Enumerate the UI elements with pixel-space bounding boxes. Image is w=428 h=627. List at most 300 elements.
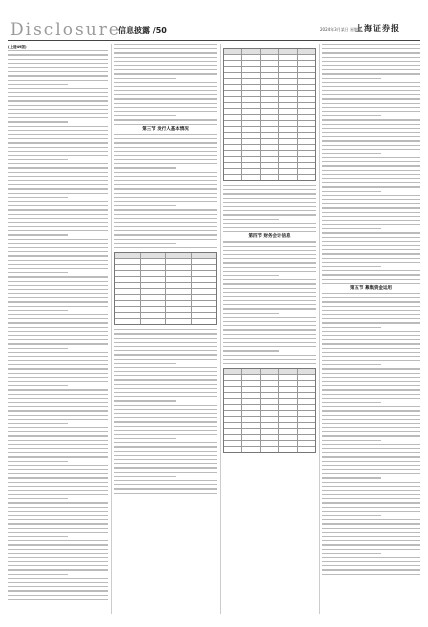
table-cell [279, 163, 297, 168]
table-cell [261, 55, 279, 60]
table-cell [279, 133, 297, 138]
table-cell [224, 115, 242, 120]
text-line [223, 283, 316, 284]
table-cell [242, 411, 260, 416]
table-cell [192, 259, 217, 264]
table-cell [242, 157, 260, 162]
table-cell [298, 381, 315, 386]
text-line [322, 274, 420, 275]
text-line [114, 400, 176, 401]
text-line [114, 159, 217, 160]
column-2-text-mid [114, 134, 217, 248]
text-line [8, 230, 108, 231]
table-cell [224, 169, 242, 174]
text-line [114, 493, 217, 494]
table-cell [261, 73, 279, 78]
text-line [8, 482, 108, 483]
table-cell [279, 97, 297, 102]
column-3-text-top [223, 185, 316, 232]
text-line [322, 262, 420, 263]
table-cell [224, 429, 242, 434]
table-cell [192, 253, 217, 258]
text-line [8, 373, 108, 374]
text-line [322, 406, 420, 407]
text-line [322, 44, 420, 45]
table-cell [279, 157, 297, 162]
text-line [223, 275, 279, 276]
text-line [322, 431, 420, 432]
text-line [322, 212, 420, 213]
text-line [322, 186, 420, 187]
text-line [322, 477, 381, 478]
table-cell [261, 139, 279, 144]
table-cell [298, 139, 315, 144]
text-line [322, 444, 420, 445]
column-1-heading: (上接49版) [8, 45, 27, 49]
table-cell [279, 429, 297, 434]
table-cell [279, 175, 297, 180]
table-cell [261, 127, 279, 132]
table-cell [279, 399, 297, 404]
table-cell [224, 85, 242, 90]
table-cell [115, 313, 141, 318]
text-line [322, 490, 420, 491]
text-line [8, 239, 108, 240]
text-line [8, 126, 108, 127]
text-line [322, 360, 420, 361]
text-line [223, 321, 316, 322]
table-cell [261, 115, 279, 120]
text-line [322, 482, 420, 483]
table-cell [242, 79, 260, 84]
column-2-heading: 第三节 发行人基本情况 [142, 126, 189, 132]
text-line [114, 367, 217, 368]
text-line [322, 297, 420, 298]
table-cell [298, 73, 315, 78]
text-line [8, 599, 108, 600]
text-line [322, 532, 420, 533]
text-line [8, 557, 108, 558]
table-cell [166, 253, 192, 258]
text-line [322, 356, 420, 357]
text-line [322, 224, 420, 225]
text-line [322, 544, 420, 545]
text-line [8, 511, 108, 512]
column-4-heading: 第五节 募集资金运用 [349, 285, 393, 291]
text-line [114, 350, 217, 351]
text-line [322, 140, 420, 141]
table-cell [279, 103, 297, 108]
text-line [8, 448, 108, 449]
table-cell [141, 271, 167, 276]
text-line [8, 435, 108, 436]
table-cell [261, 169, 279, 174]
table-cell [298, 375, 315, 380]
text-line [322, 57, 420, 58]
text-line [223, 304, 316, 305]
text-line [114, 167, 176, 168]
table-cell [242, 109, 260, 114]
text-line [8, 540, 108, 541]
table-cell [261, 375, 279, 380]
text-line [322, 253, 420, 254]
section-title-en: Disclosure [10, 20, 121, 40]
text-line [8, 92, 108, 93]
text-line [322, 52, 420, 53]
table-cell [224, 133, 242, 138]
text-line [8, 134, 108, 135]
table-cell [224, 109, 242, 114]
table-cell [242, 85, 260, 90]
text-line [322, 498, 420, 499]
text-line [8, 209, 108, 210]
table-cell [298, 49, 315, 54]
text-line [322, 306, 420, 307]
text-line [223, 363, 316, 364]
header-rule [8, 40, 420, 41]
text-line [114, 488, 217, 489]
text-line [114, 430, 217, 431]
table-cell [115, 307, 141, 312]
text-line [322, 511, 420, 512]
text-line [8, 502, 108, 503]
text-line [114, 147, 217, 148]
table-cell [141, 283, 167, 288]
text-line [322, 373, 420, 374]
text-line [8, 88, 108, 89]
text-line [8, 260, 108, 261]
text-line [322, 410, 420, 411]
text-line [8, 595, 108, 596]
column-3-table-bottom [223, 368, 316, 453]
text-line [322, 90, 420, 91]
table-cell [298, 423, 315, 428]
text-line [114, 442, 217, 443]
text-line [322, 440, 381, 441]
table-cell [166, 295, 192, 300]
text-line [322, 293, 420, 294]
table-cell [192, 319, 217, 324]
table-cell [261, 61, 279, 66]
text-line [322, 318, 420, 319]
text-line [8, 406, 108, 407]
text-line [322, 327, 381, 328]
text-line [114, 86, 217, 87]
text-line [322, 182, 420, 183]
text-line [8, 243, 108, 244]
table-cell [224, 375, 242, 380]
table-cell [166, 301, 192, 306]
table-cell [224, 417, 242, 422]
table-cell [298, 97, 315, 102]
text-line [8, 218, 108, 219]
text-line [322, 502, 420, 503]
text-line [114, 346, 217, 347]
text-line [322, 314, 420, 315]
text-line [322, 241, 420, 242]
text-line [114, 188, 217, 189]
table-cell [224, 73, 242, 78]
text-line [114, 438, 176, 439]
text-line [322, 448, 420, 449]
text-line [8, 456, 108, 457]
text-line [8, 519, 108, 520]
text-line [114, 222, 217, 223]
masthead: 上海证券报 [355, 23, 400, 33]
text-line [322, 331, 420, 332]
table-cell [298, 55, 315, 60]
text-line [114, 417, 217, 418]
table-cell [166, 289, 192, 294]
table-cell [279, 49, 297, 54]
text-line [322, 161, 420, 162]
text-line [114, 124, 217, 125]
text-line [8, 214, 108, 215]
table-cell [261, 91, 279, 96]
text-line [223, 334, 316, 335]
table-cell [242, 97, 260, 102]
table-cell [242, 405, 260, 410]
text-line [322, 519, 420, 520]
text-line [322, 107, 420, 108]
text-line [114, 446, 217, 447]
text-line [114, 392, 217, 393]
text-line [322, 465, 420, 466]
table-cell [279, 61, 297, 66]
table-cell [298, 79, 315, 84]
text-line [114, 243, 176, 244]
text-line [8, 339, 108, 340]
table-cell [224, 97, 242, 102]
text-line [223, 241, 316, 242]
table-cell [279, 387, 297, 392]
column-4-text-bottom [322, 293, 420, 575]
text-line [322, 364, 381, 365]
table-cell [242, 423, 260, 428]
text-line [114, 193, 217, 194]
table-cell [279, 169, 297, 174]
table-cell [261, 405, 279, 410]
text-line [8, 385, 68, 386]
text-line [114, 409, 217, 410]
text-line [114, 371, 217, 372]
table-cell [224, 381, 242, 386]
table-cell [224, 49, 242, 54]
text-line [8, 297, 108, 298]
text-line [8, 100, 108, 101]
table-cell [115, 289, 141, 294]
text-line [8, 423, 68, 424]
table-cell [242, 175, 260, 180]
text-line [223, 279, 316, 280]
table-cell [261, 387, 279, 392]
text-line [322, 178, 420, 179]
text-line [8, 553, 108, 554]
text-line [322, 377, 420, 378]
text-line [114, 451, 217, 452]
text-line [322, 73, 420, 74]
text-line [8, 318, 108, 319]
text-line [223, 254, 316, 255]
table-cell [242, 49, 260, 54]
table-cell [261, 79, 279, 84]
text-line [223, 350, 279, 351]
text-line [8, 80, 108, 81]
table-cell [261, 381, 279, 386]
text-line [8, 477, 108, 478]
table-cell [298, 91, 315, 96]
text-line [223, 271, 316, 272]
table-cell [298, 127, 315, 132]
table-cell [261, 429, 279, 434]
table-cell [224, 157, 242, 162]
text-line [8, 109, 108, 110]
table-cell [261, 145, 279, 150]
text-line [223, 355, 316, 356]
table-cell [224, 139, 242, 144]
text-line [114, 65, 217, 66]
table-cell [242, 369, 260, 374]
table-cell [224, 441, 242, 446]
table-cell [261, 49, 279, 54]
text-line [322, 402, 381, 403]
column-2 [114, 44, 217, 614]
text-line [8, 226, 108, 227]
text-line [223, 189, 316, 190]
table-cell [224, 103, 242, 108]
text-line [114, 98, 217, 99]
text-line [322, 456, 420, 457]
text-line [322, 115, 381, 116]
text-line [114, 354, 217, 355]
page-header [0, 0, 428, 44]
column-divider [319, 44, 320, 614]
text-line [223, 206, 316, 207]
text-line [8, 314, 108, 315]
text-line [8, 251, 108, 252]
table-cell [279, 139, 297, 144]
table-cell [298, 121, 315, 126]
text-line [8, 59, 108, 60]
text-line [322, 111, 420, 112]
table-cell [224, 55, 242, 60]
text-line [322, 389, 420, 390]
table-cell [279, 67, 297, 72]
table-cell [115, 301, 141, 306]
text-line [8, 163, 108, 164]
table-cell [141, 253, 167, 258]
text-line [322, 119, 420, 120]
text-line [8, 331, 108, 332]
text-line [322, 322, 420, 323]
text-line [8, 586, 108, 587]
text-line [8, 306, 108, 307]
table-cell [298, 435, 315, 440]
text-line [114, 342, 217, 343]
table-cell [242, 121, 260, 126]
text-line [8, 327, 108, 328]
text-line [114, 329, 217, 330]
text-line [322, 216, 420, 217]
text-line [114, 247, 217, 248]
table-cell [242, 381, 260, 386]
table-cell [279, 115, 297, 120]
text-line [8, 415, 108, 416]
text-line [322, 536, 420, 537]
text-line [322, 494, 420, 495]
text-line [8, 469, 108, 470]
text-line [8, 310, 68, 311]
text-line [322, 381, 420, 382]
text-line [114, 480, 217, 481]
text-line [8, 494, 108, 495]
text-line [322, 561, 420, 562]
text-line [8, 377, 108, 378]
text-line [114, 379, 217, 380]
text-line [322, 415, 420, 416]
text-line [322, 486, 420, 487]
table-cell [261, 411, 279, 416]
text-line [223, 246, 316, 247]
text-line [322, 423, 420, 424]
table-cell [141, 295, 167, 300]
text-line [8, 356, 108, 357]
text-line [322, 557, 420, 558]
text-line [8, 465, 108, 466]
table-cell [261, 151, 279, 156]
table-cell [242, 127, 260, 132]
text-line [223, 288, 316, 289]
text-line [114, 467, 217, 468]
text-line [8, 431, 108, 432]
text-line [223, 359, 316, 360]
text-line [114, 413, 217, 414]
text-line [223, 262, 316, 263]
text-line [8, 427, 108, 428]
text-line [114, 375, 217, 376]
text-line [114, 142, 217, 143]
text-line [8, 544, 108, 545]
text-line [114, 472, 217, 473]
text-line [223, 214, 316, 215]
text-line [322, 98, 420, 99]
text-line [322, 165, 420, 166]
text-line [8, 461, 68, 462]
text-line [322, 283, 420, 284]
table-cell [242, 393, 260, 398]
table-cell [224, 393, 242, 398]
text-line [8, 201, 108, 202]
text-line [8, 565, 108, 566]
table-cell [261, 393, 279, 398]
column-1-text [8, 50, 108, 614]
text-line [322, 523, 420, 524]
text-line [8, 490, 108, 491]
text-line [8, 272, 68, 273]
table-cell [279, 423, 297, 428]
text-line [8, 96, 108, 97]
table-cell [115, 265, 141, 270]
text-line [8, 574, 68, 575]
table-row [224, 175, 315, 180]
table-cell [224, 435, 242, 440]
table-cell [298, 175, 315, 180]
table-cell [279, 411, 297, 416]
text-line [8, 247, 108, 248]
column-2-text-bottom [114, 329, 217, 494]
text-line [322, 149, 420, 150]
table-cell [242, 91, 260, 96]
